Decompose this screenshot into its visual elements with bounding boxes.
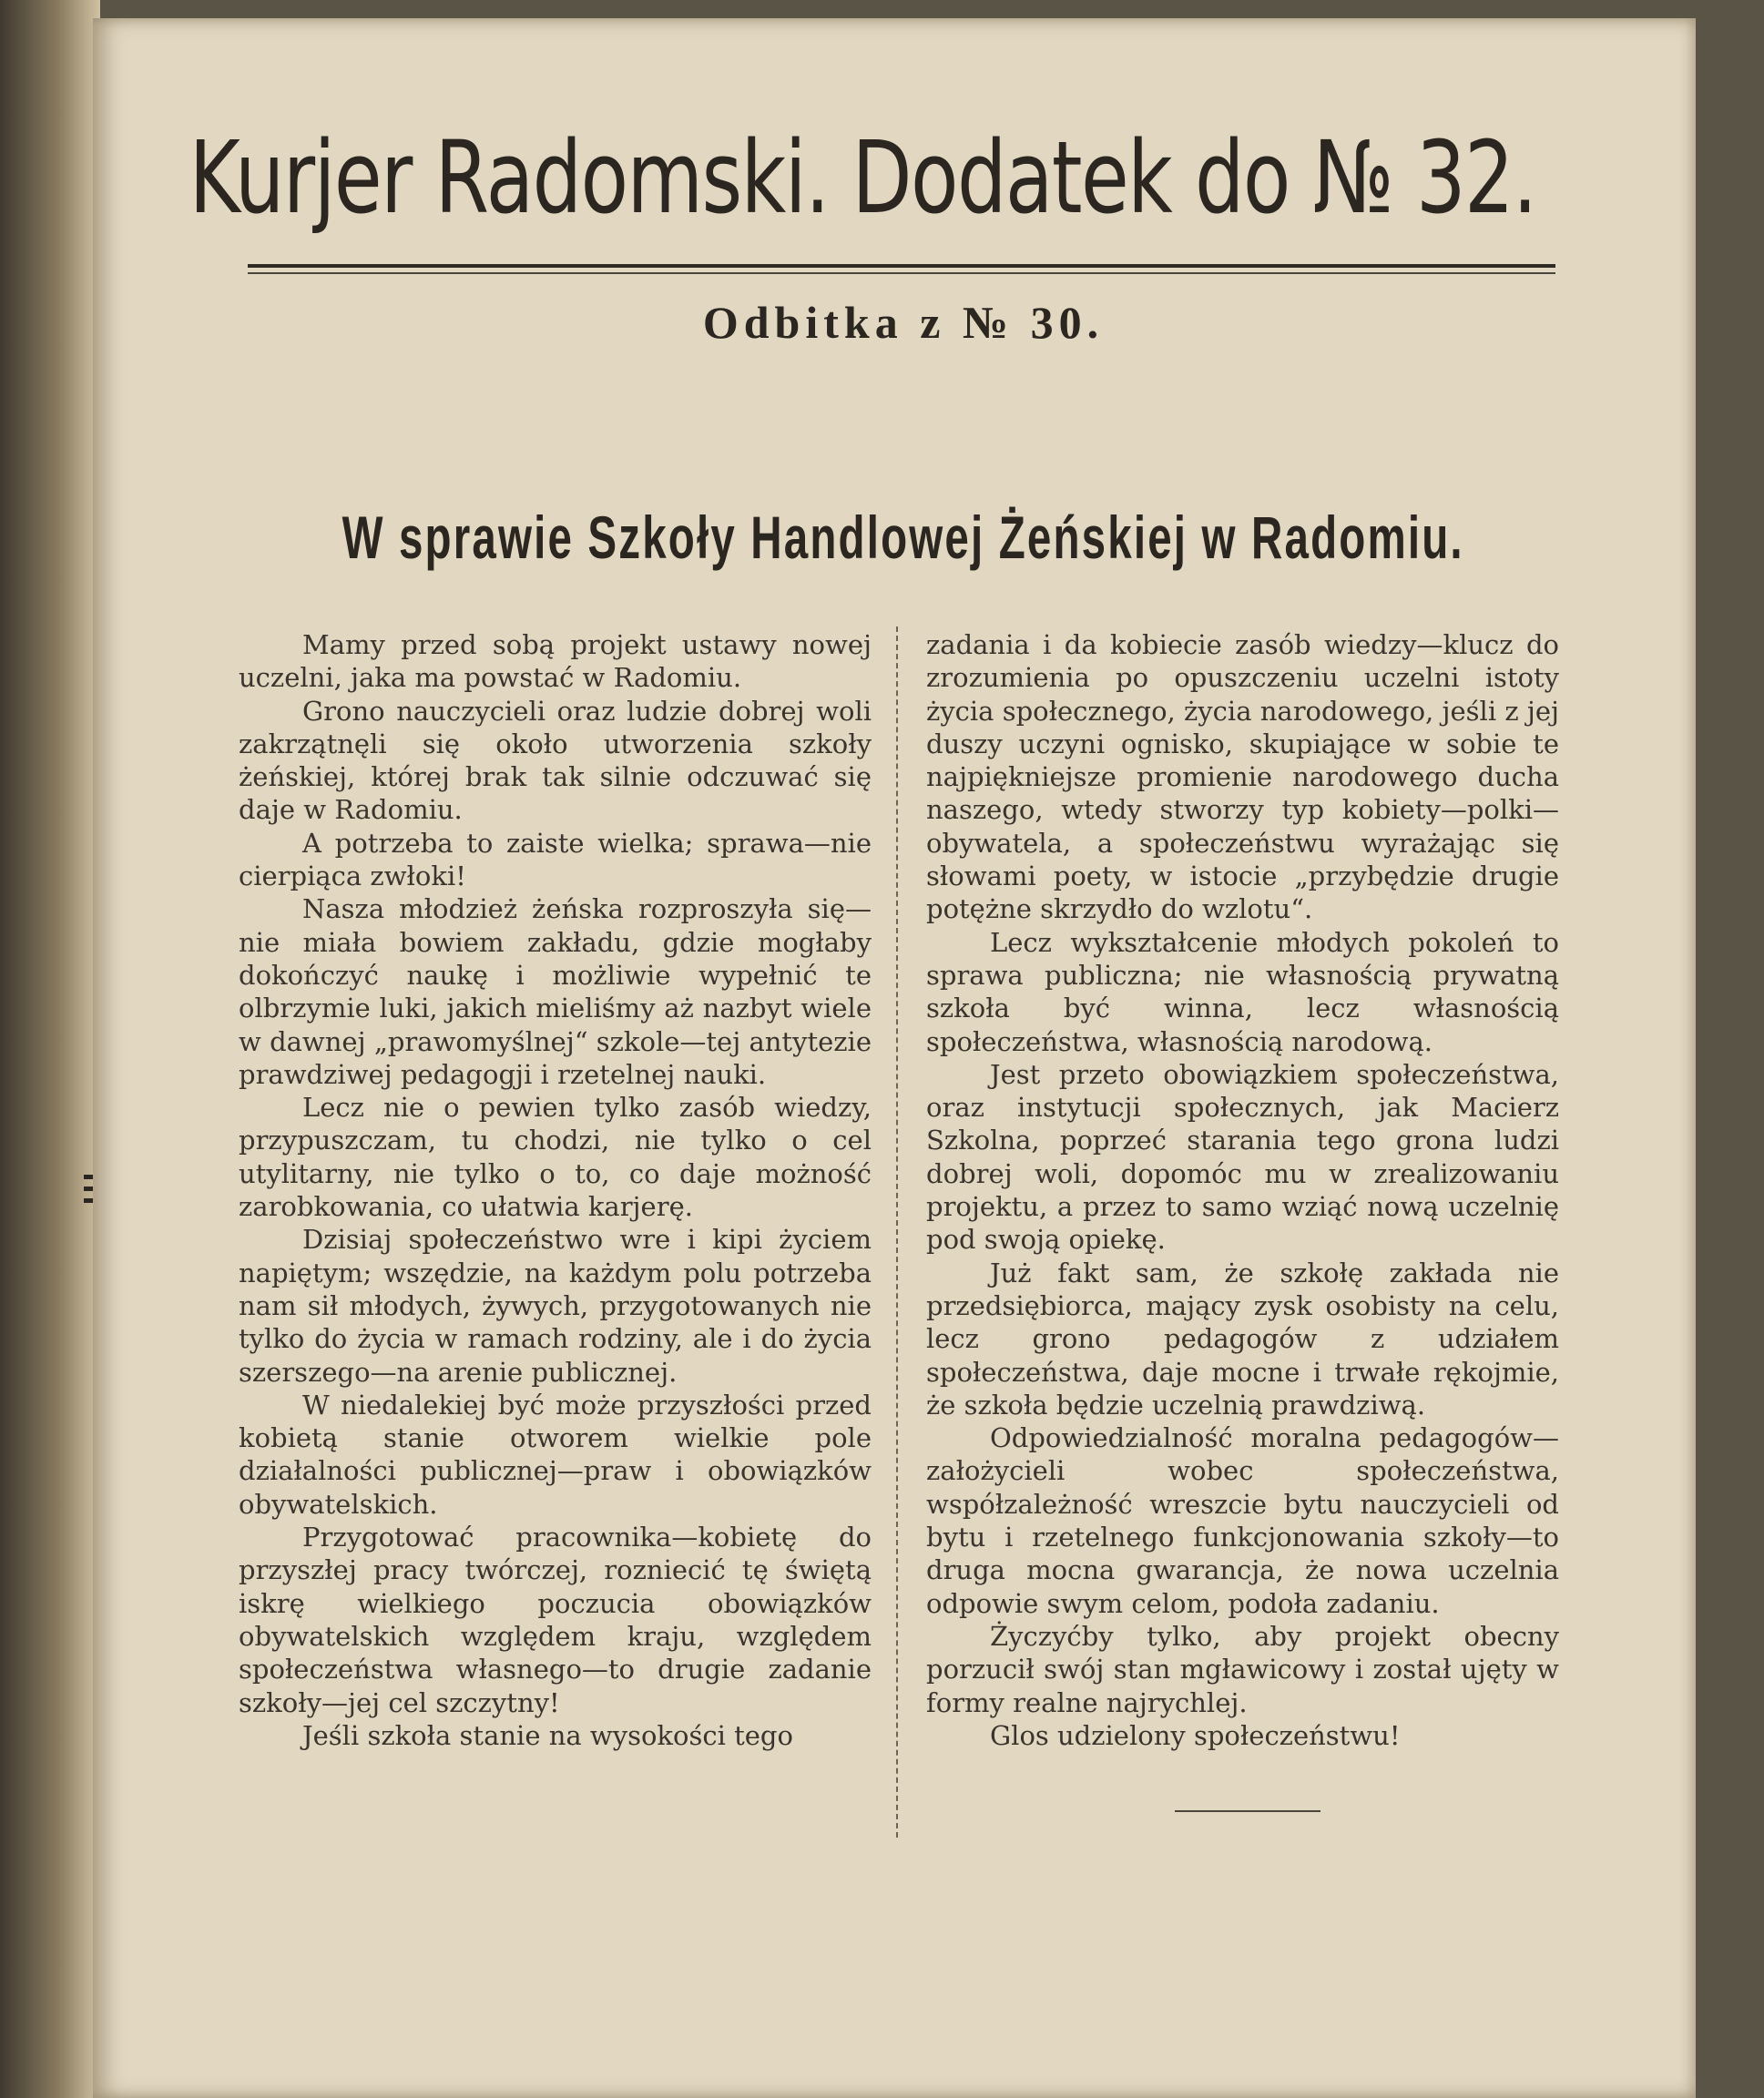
paragraph: A potrzeba to zaiste wielka; sprawa—nie cierpiąca zwłoki! <box>239 827 872 892</box>
paragraph: Odpowiedzialność moralna pedagogów—założycieli wobec społeczeństwa, współzależność wreszcie bytu nauczycieli od bytu i rzetelnego funkcjonowania szkoły—to druga mocna gwarancja, że nowa uczelnia odpowie swym celom, podoła zadaniu. <box>926 1422 1559 1619</box>
masthead-rule <box>248 264 1555 268</box>
paragraph: Glos udzielony społeczeństwu! <box>990 1719 1401 1751</box>
article-headline <box>157 501 1650 574</box>
paragraph: Życzyćby tylko, aby projekt obecny porzucił swój stan mgławicowy i został ujęty w formy realne najrychlej. <box>926 1620 1559 1718</box>
paragraph: Nasza młodzież żeńska rozproszyła się—nie miała bowiem zakładu, gdzie mogłaby dokończyć naukę i możliwie wypełnić te olbrzymie luki, jakich mieliśmy aż nazbyt wiele w dawnej „prawomyślnej“ szkole—tej antytezie prawdziwej pedagogji i rzetelnej nauki. <box>239 893 872 1090</box>
paragraph: Jeśli szkoła stanie na wysokości tego <box>302 1719 793 1751</box>
paragraph-continued: zadania i da kobiecie zasób wiedzy—klucz do zrozumienia po opuszczeniu uczelni istoty życia społecznego, życia narodowego, jeśli z jej duszy uczyni ognisko, skupiające w sobie te najpiękniejsze promienie narodowego ducha naszego, wtedy stworzy typ kobiety—polki—obywatela, a społeczeństwu wyrażając się słowami poety, w istocie „przybędzie drugie potężne skrzydło do wzlotu“. <box>926 629 1559 925</box>
article-column-left <box>239 628 872 1752</box>
article-end-rule <box>1175 1810 1320 1812</box>
paragraph: W niedalekiej być może przyszłości przed kobietą stanie otworem wielkie pole działalności publicznej—praw i obowiązków obywatelskich. <box>239 1389 872 1520</box>
masthead-text: Kurjer Radomski. Dodatek do № 32. <box>189 119 1536 236</box>
paragraph: Mamy przed sobą projekt ustawy nowej uczelni, jaka ma powstać w Radomiu. <box>239 629 872 694</box>
paragraph: Lecz nie o pewien tylko zasób wiedzy, przypuszczam, tu chodzi, nie tylko o cel utylitarny, nie tylko o to, co daje możność zarobkowania, co ułatwia karjerę. <box>239 1092 872 1223</box>
book-binding <box>0 0 100 2098</box>
paragraph: Dzisiaj społeczeństwo wre i kipi życiem napiętym; wszędzie, na każdym polu potrzeba nam sił młodych, żywych, przygotowanych nie tylko do życia w ramach rodziny, ale i do życia szerszego—na arenie publicznej. <box>239 1224 872 1388</box>
paragraph: Już fakt sam, że szkołę zakłada nie przedsiębiorca, mający zysk osobisty na celu, lecz grono pedagogów z udziałem społeczeństwa, daje mocne i trwałe rękojmie, że szkoła będzie uczelnią prawdziwą. <box>926 1257 1559 1421</box>
subtitle: Odbitka z № 30. <box>702 297 1105 348</box>
article-column-right <box>926 628 1559 1752</box>
paragraph: Przygotować pracownika—kobietę do przyszłej pracy twórczej, rozniecić tę świętą iskrę wielkiego poczucia obowiązków obywatelskich względem kraju, względem społeczeństwa własnego—to drugie zadanie szkoły—jej cel szczytny! <box>239 1522 872 1718</box>
masthead <box>157 118 1568 237</box>
column-divider <box>896 626 898 1838</box>
masthead-rule-thin <box>248 272 1555 274</box>
paragraph: Jest przeto obowiązkiem społeczeństwa, oraz instytucji społecznych, jak Macierz Szkolna, poprzeć starania tego grona ludzi dobrej woli, dopomóc mu w zrealizowaniu projektu, a przez to samo wziąć nową uczelnię pod swoją opiekę. <box>926 1058 1559 1256</box>
paragraph: Lecz wykształcenie młodych pokoleń to sprawa publiczna; nie własnością prywatną szkoła być winna, lecz własnością społeczeństwa, własnością narodową. <box>926 926 1559 1057</box>
article-headline-text: W sprawie Szkoły Handlowej Żeńskiej w Radomiu. <box>342 504 1465 571</box>
paragraph: Grono nauczycieli oraz ludzie dobrej woli zakrzątnęli się około utworzenia szkoły żeńskiej, której brak tak silnie odczuwać się daje w Radomiu. <box>239 695 872 826</box>
